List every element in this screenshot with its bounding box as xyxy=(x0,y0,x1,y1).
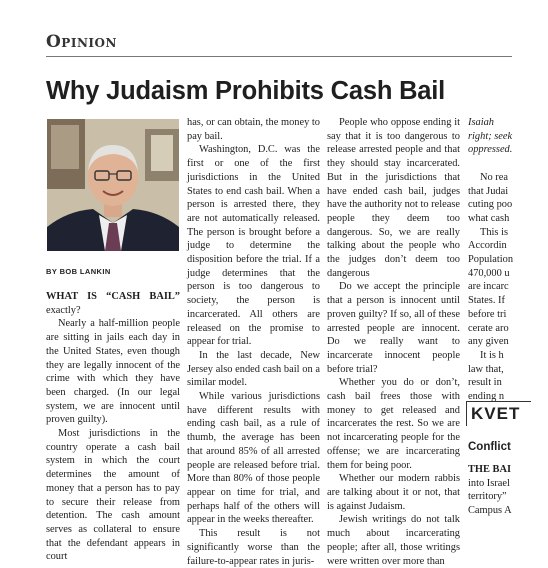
paragraph: Do we accept the principle that a person is innocent until proven guilty? If so, all of these arrested people are innocent. Do we really want to incarcerate innocent people before trial? xyxy=(327,281,460,375)
quote-block xyxy=(468,116,548,157)
text-line: are incarc xyxy=(468,281,509,293)
paragraph: Jewish writings do not talk much about incarcerating people; after all, those writings were written over more than xyxy=(327,514,460,567)
text-line: cuting poo xyxy=(468,199,513,211)
text-line: before tri xyxy=(468,308,507,320)
text-line: any given xyxy=(468,336,509,348)
text-line: into Israel xyxy=(468,477,510,489)
text-line: Campus A xyxy=(468,505,512,517)
text-line: This is xyxy=(480,226,509,238)
section-rule xyxy=(46,56,512,57)
article-column-3 xyxy=(327,116,460,568)
paragraph: Whether you do or don’t, cash bail frees those with money to get released and incarcerates the rest. So we are not incarcerating people for the offense; we are incarcerating them for being poor. xyxy=(327,377,460,471)
lead-paragraph xyxy=(46,290,180,317)
paragraph: People who oppose ending it say that it is too dangerous to release arrested people and that they should stay incarcerated. But in the jurisdictions that have ended cash bail, judges have the authority not to release people they deem too dangerous. So, we are really talking about the people who the judges don’t deem too dangerous xyxy=(327,117,461,279)
paragraph: This result is not significantly worse than the failure-to-appear rates in juris- xyxy=(187,528,320,567)
text-line: territory” xyxy=(468,491,507,503)
article-headline: Why Judaism Prohibits Cash Bail xyxy=(46,77,446,105)
text-line: what cash xyxy=(468,212,510,224)
paragraph: has, or can obtain, the money to pay bail. xyxy=(187,117,320,142)
paragraph: Most jurisdictions in the country operate a cash bail system in which the court determines the amount of money that a person has to pay to secure their release from detention. The cash amount serves as collateral to ensure that the defendant appears in court xyxy=(46,428,180,563)
paragraph: Whether our modern rabbis are talking about it or not, that is against Judaism. xyxy=(327,473,460,512)
text-line: that Judai xyxy=(468,185,509,197)
article-column-2 xyxy=(187,116,320,568)
section-label: Opinion xyxy=(46,32,117,52)
lead-in-rest: exactly? xyxy=(46,304,81,316)
text-line: ending n xyxy=(468,391,505,403)
text-line: Accordin xyxy=(468,240,507,252)
paragraph: Washington, D.C. was the first or one of the first jurisdictions in the United States to end cash bail. When a person is arrested there, they are not automatically released. The person is brought before a judge to determine the disposition before the trial. If a judge determines that the person is too dangerous to society, the person is incarcerated. All others are released on the promise to appear for trial. xyxy=(187,144,320,348)
text-line: result in xyxy=(468,377,502,389)
kvetch-article-body xyxy=(468,463,548,518)
paragraph: Nearly a half-million people are sitting in jails each day in the United States, even though they are legally innocent of the crime with which they have been charged. (In our legal system, we are innocent until proven guilty). xyxy=(46,318,180,426)
text-line: States. If xyxy=(468,295,505,307)
text-line: 470,000 u xyxy=(468,267,510,279)
paragraph: While various jurisdictions have different results with ending cash bail, as a rule of thumb, the average has been that around 85% of all arrested people are released before trial. More than 80% of those people appear on time for trial, and perhaps half of the others will appear in the weeks thereafter. xyxy=(187,391,320,526)
author-photo xyxy=(47,119,179,251)
kvetch-article-title: Conflict xyxy=(468,441,511,453)
text-line: Isaiah xyxy=(468,117,494,128)
text-line: law that, xyxy=(468,363,504,375)
lead-in: WHAT IS “CASH BAIL” xyxy=(46,291,180,302)
text-line: cerate aro xyxy=(468,322,509,334)
text-line: It is h xyxy=(480,349,504,361)
text-line: Population xyxy=(468,254,514,266)
paragraph: In the last decade, New Jersey also ended cash bail on a similar model. xyxy=(187,349,320,389)
text-line: THE BAI xyxy=(468,464,512,475)
text-line: oppressed. xyxy=(468,144,513,156)
kvetch-section-header: KVET xyxy=(466,401,531,426)
article-column-4-cropped xyxy=(468,116,548,404)
byline: BY BOB LANKIN xyxy=(46,267,111,276)
article-column-1 xyxy=(46,290,180,564)
text-line: right; seek xyxy=(468,130,513,142)
author-portrait-image xyxy=(47,119,179,251)
text-line: No rea xyxy=(480,171,508,183)
